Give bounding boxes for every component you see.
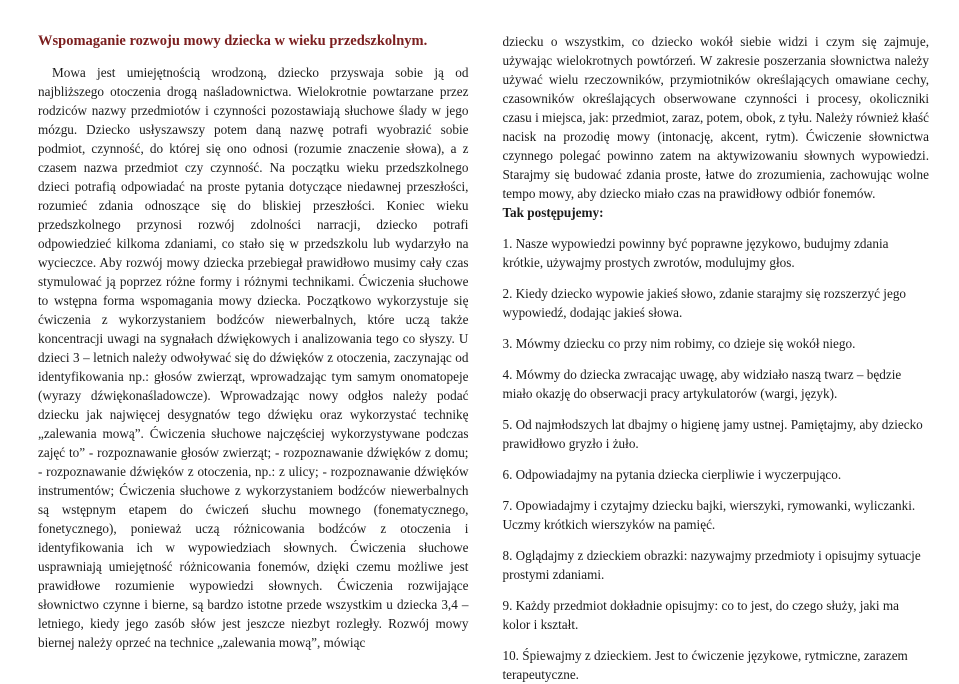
tip-item: 1. Nasze wypowiedzi powinny być poprawne językowo, budujmy zdania krótkie, używajmy prostych zwrotów, modulujmy głos.: [502, 236, 889, 270]
tip-item: 10. Śpiewajmy z dzieckiem. Jest to ćwiczenie językowe, rytmiczne, zarazem terapeutyczne.: [502, 648, 908, 682]
tip-item: 4. Mówmy do dziecka zwracając uwagę, aby widziało naszą twarz – będzie miało okazję do obserwacji pracy artykulatorów (wargi, język).: [502, 367, 902, 401]
tip-item: 3. Mówmy dziecku co przy nim robimy, co dzieje się wokół niego.: [502, 336, 856, 351]
tip-item: 9. Każdy przedmiot dokładnie opisujmy: co to jest, do czego służy, jaki ma kolor i kształt.: [502, 598, 899, 632]
tip-item: 7. Opowiadajmy i czytajmy dziecku bajki, wierszyki, rymowanki, wyliczanki. Uczmy krótkich wierszyków na pamięć.: [502, 498, 916, 532]
tip-item: 8. Oglądajmy z dzieckiem obrazki: nazywajmy przedmioty i opisujmy sytuacje prostymi zdaniami.: [502, 548, 921, 582]
two-column-layout: [38, 32, 929, 684]
section-heading: Tak postępujemy:: [502, 205, 604, 220]
right-column-paragraph: dziecku o wszystkim, co dziecko wokół siebie widzi i czym się zajmuje, używając wielokrotnych powtórzeń. W zakresie poszerzania słownictwa należy używać wielu rzeczowników, przymiotników określających omawiane cechy, czasowników określających obserwowane czynności i procesy, okoliczniki czasu i miejsca, jak: przedmiot, zaraz, potem, obok, z tyłu. Należy również kłaść nacisk na prozodię mowy (intonację, akcent, rytm). Ćwiczenie słownictwa czynnego polegać powinno zatem na aktywizowaniu słownych wypowiedzi. Starajmy się budować zdania proste, łatwe do zrozumienia, zachowując wolne tempo mowy, aby dziecko miało czas na prawidłowy odbiór fonemów.: [502, 34, 929, 201]
tip-item: 5. Od najmłodszych lat dbajmy o higienę jamy ustnej. Pamiętajmy, aby dziecko prawidłowo gryzło i żuło.: [502, 417, 923, 451]
tip-item: 6. Odpowiadajmy na pytania dziecka cierpliwie i wyczerpująco.: [502, 467, 842, 482]
left-column-paragraph: Mowa jest umiejętnością wrodzoną, dziecko przyswaja sobie ją od najbliższego otoczenia drogą naśladownictwa. Wielokrotnie powtarzane przez rodziców nazwy przedmiotów i czynności pozostawiają słuchowe ślady w jego mózgu. Dziecko usłyszawszy potem daną nazwę potrafi wyobrazić sobie podmiot, czynność, do której się ono odnosi (rozumie znaczenie słowa), a z czasem nazwa przedmiot czy czynność. Na początku wieku przedszkolnego dzieci potrafią odpowiadać na proste pytania dotyczące niedawnej przeszłości, rozumieć zdania odnoszące się do bliskiej przeszłości. Koniec wieku przedszkolnego przynosi rozwój zdolności narracji, dziecko potrafi odpowiedzieć kilkoma zdaniami, co stało się w przedszkolu lub wydarzyło na wycieczce. Aby rozwój mowy dziecka przebiegał prawidłowo musimy cały czas stymulować ją poprzez różne formy i różnymi technikami. Ćwiczenia słuchowe to wstępna forma wspomagania mowy dziecka. Początkowo wykorzystuje się ćwiczenia z wykorzystaniem bodźców niewerbalnych, które uczą także koncentracji uwagi na sygnałach dźwiękowych i analizowania tego co słyszy. U dzieci 3 – letnich należy odwoływać się do dźwięków z otoczenia, zaczynając od identyfikowania np.: głosów zwierząt, wprowadzając tym samym onomatopeje (wyrazy dźwiękonaśladowcze). Wprowadzając nowy odgłos należy podać dziecku jak najwięcej desygnatów tego dźwięku oraz wykorzystać technikę „zalewania mową”. Ćwiczenia słuchowe najczęściej wykorzystywane podczas zajęć to” - rozpoznawanie głosów zwierząt; - rozpoznawanie dźwięków z domu; - rozpoznawanie dźwięków z otoczenia, np.: z ulicy; - rozpoznawanie dźwięków instrumentów; Ćwiczenia słuchowe z wykorzystaniem bodźców niewerbalnych są wstępnym etapem do ćwiczeń słuchu mownego (fonematycznego, fonetycznego), ponieważ uczą różnicowania bodźców z otoczenia i identyfikowania ich w wypowiedziach słownych. Ćwiczenia słuchowe usprawniają umiejętność różnicowania fonemów, dzięki czemu możliwe jest prawidłowe rozumienie wypowiedzi słownych. Ćwiczenia rozwijające słownictwo czynne i bierne, są bardzo istotne przede wszystkim u dziecka 3,4 – letniego, kiedy jego zasób słów jest jeszcze niezbyt rozległy. Rozwój mowy biernej należy oprzeć na technice „zalewania mową”, mówiąc: [38, 65, 469, 651]
right-column: [502, 32, 929, 684]
page-title: Wspomaganie rozwoju mowy dziecka w wieku przedszkolnym.: [38, 33, 428, 49]
left-column: [38, 32, 468, 652]
tip-item: 2. Kiedy dziecko wypowie jakieś słowo, zdanie starajmy się rozszerzyć jego wypowiedź, dodając jakieś słowa.: [502, 286, 907, 320]
